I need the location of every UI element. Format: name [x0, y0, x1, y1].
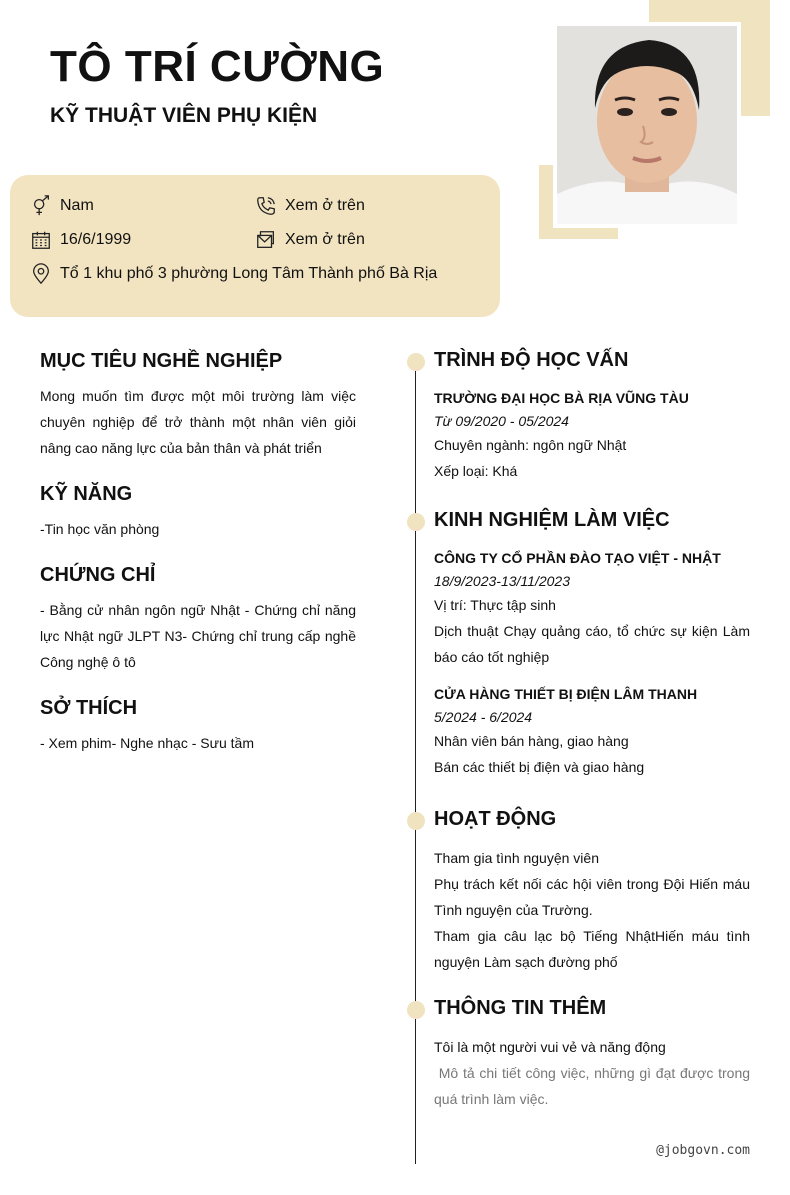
contact-gender — [30, 195, 94, 217]
activity-item: Tham gia tình nguyện viên — [434, 850, 599, 866]
candidate-name: TÔ TRÍ CƯỜNG — [50, 42, 385, 91]
email-value: Xem ở trên — [285, 231, 365, 248]
phone-icon — [255, 195, 277, 217]
skills-section — [40, 483, 356, 542]
extra-info-title: THÔNG TIN THÊM — [434, 997, 607, 1019]
email-icon — [255, 229, 277, 251]
hobbies-section — [40, 697, 356, 756]
timeline-dot-education — [407, 353, 425, 371]
extra-info-text: Tôi là một người vui vẻ và năng động — [434, 1039, 666, 1055]
education-title: TRÌNH ĐỘ HỌC VẤN — [434, 349, 629, 371]
certificates-section — [40, 564, 356, 675]
job-title: KỸ THUẬT VIÊN PHỤ KIỆN — [50, 104, 318, 127]
contact-birthday — [30, 229, 131, 251]
job-period: 18/9/2023-13/11/2023 — [434, 573, 570, 589]
objective-text: Mong muốn tìm được một môi trường làm việc chuyên nghiệp để trở thành một nhân viên giỏi nâng cao năng lực của bản thân và phát triển — [40, 388, 356, 456]
experience-section — [434, 509, 750, 780]
certificates-title: CHỨNG CHỈ — [40, 564, 156, 586]
education-grade: Xếp loại: Khá — [434, 463, 518, 479]
left-column — [40, 350, 356, 778]
objective-section — [40, 350, 356, 461]
contact-address — [30, 263, 437, 285]
hobbies-title: SỞ THÍCH — [40, 697, 138, 719]
location-pin-icon — [30, 263, 52, 285]
company-name: CỬA HÀNG THIẾT BỊ ĐIỆN LÂM THANH — [434, 686, 698, 702]
timeline-line — [415, 360, 416, 1164]
extra-info-section — [434, 997, 754, 1112]
calendar-icon — [30, 229, 52, 251]
timeline-dot-activities — [407, 812, 425, 830]
contact-phone — [255, 195, 365, 217]
skills-text: -Tin học văn phòng — [40, 521, 160, 537]
certificates-text: - Bằng cử nhân ngôn ngữ Nhật - Chứng chỉ năng lực Nhật ngữ JLPT N3- Chứng chỉ trung cấp nghề Công nghệ ô tô — [40, 602, 356, 670]
experience-item — [434, 546, 750, 670]
timeline-dot-extra — [407, 1001, 425, 1019]
activities-title: HOẠT ĐỘNG — [434, 808, 557, 830]
hobbies-text: - Xem phim- Nghe nhạc - Sưu tầm — [40, 735, 255, 751]
timeline-dot-experience — [407, 513, 425, 531]
job-position: Vị trí: Thực tập sinh — [434, 597, 556, 613]
avatar-portrait — [557, 26, 737, 224]
education-major: Chuyên ngành: ngôn ngữ Nhật — [434, 437, 627, 453]
watermark: @jobgovn.com — [656, 1143, 750, 1158]
objective-title: MỤC TIÊU NGHỀ NGHIỆP — [40, 350, 283, 372]
gender-icon — [30, 195, 52, 217]
job-description: Dịch thuật Chạy quảng cáo, tổ chức sự kiện Làm báo cáo tốt nghiệp — [434, 623, 750, 665]
activities-section — [434, 808, 750, 975]
education-period: Từ 09/2020 - 05/2024 — [434, 413, 569, 429]
extra-info-placeholder: Mô tả chi tiết công việc, những gì đạt được trong quá trình làm việc. — [434, 1065, 754, 1107]
experience-item — [434, 682, 750, 780]
job-period: 5/2024 - 6/2024 — [434, 709, 533, 725]
job-position: Nhân viên bán hàng, giao hàng — [434, 733, 629, 749]
gender-value: Nam — [60, 197, 94, 214]
activity-item: Phụ trách kết nối các hội viên trong Đội Hiến máu Tình nguyện của Trường. — [434, 876, 750, 918]
experience-title: KINH NGHIỆM LÀM VIỆC — [434, 509, 670, 531]
contact-info-box — [10, 175, 500, 317]
activity-item: Tham gia câu lạc bộ Tiếng NhậtHiến máu tình nguyện Làm sạch đường phố — [434, 928, 750, 970]
skills-title: KỸ NĂNG — [40, 483, 133, 505]
company-name: CÔNG TY CỔ PHẦN ĐÀO TẠO VIỆT - NHẬT — [434, 550, 721, 566]
education-section — [434, 349, 750, 484]
address-value: Tổ 1 khu phố 3 phường Long Tâm Thành phố Bà Rịa — [60, 265, 438, 282]
phone-value: Xem ở trên — [285, 197, 365, 214]
contact-email — [255, 229, 365, 251]
avatar — [557, 26, 737, 224]
birthday-value: 16/6/1999 — [60, 231, 132, 248]
school-name: TRƯỜNG ĐẠI HỌC BÀ RỊA VŨNG TÀU — [434, 390, 689, 406]
job-description: Bán các thiết bị điện và giao hàng — [434, 759, 645, 775]
